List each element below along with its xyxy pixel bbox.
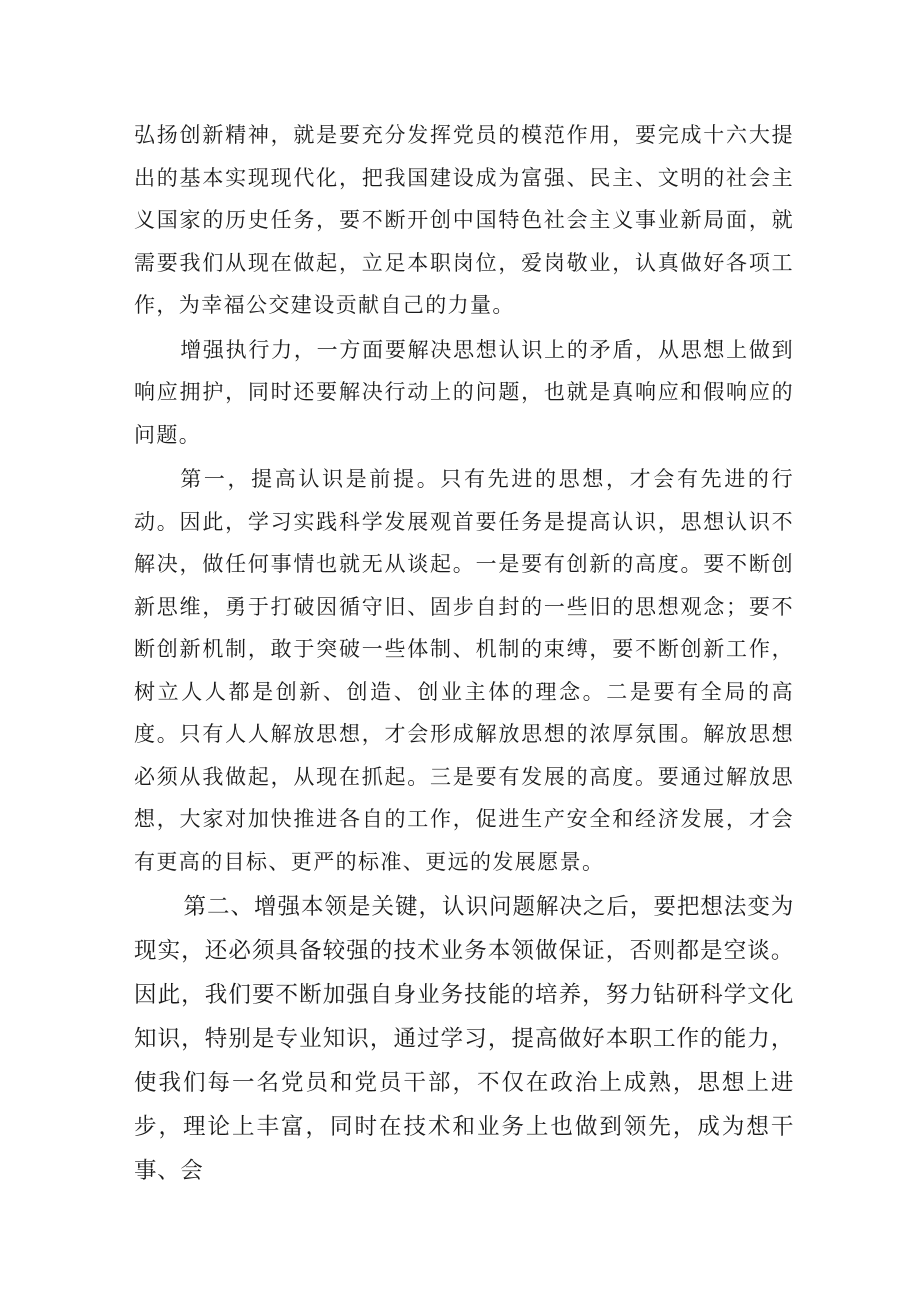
paragraph-3: 第一，提高认识是前提。只有先进的思想，才会有先进的行动。因此，学习实践科学发展观首要任务是提高认识，思想认识不解决，做任何事情也就无从谈起。一是要有创新的高度。要不断创新思维，勇于打破因循守旧、固步自封的一些旧的思想观念；要不断创新机制，敢于突破一些体制、机制的束缚，要不断创新工作，树立人人都是创新、创造、创业主体的理念。二是要有全局的高度。只有人人解放思想，才会形成解放思想的浓厚氛围。解放思想必须从我做起，从现在抓起。三是要有发展的高度。要通过解放思想，大家对加快推进各自的工作，促进生产安全和经济发展，才会有更高的目标、更严的标准、更远的发展愿景。 [134,467,794,874]
paragraph-1: 弘扬创新精神，就是要充分发挥党员的模范作用，要完成十六大提出的基本实现现代化，把我国建设成为富强、民主、文明的社会主义国家的历史任务，要不断开创中国特色社会主义事业新局面，就需要我们从现在做起，立足本职岗位，爱岗敬业，认真做好各项工作，为幸福公交建设贡献自己的力量。 [134,123,794,317]
document-body [134,114,794,1193]
paragraph-2: 增强执行力，一方面要解决思想认识上的矛盾，从思想上做到响应拥护，同时还要解决行动上的问题，也就是真响应和假响应的问题。 [134,337,794,447]
paragraph-4: 第二、增强本领是关键，认识问题解决之后，要把想法变为现实，还必须具备较强的技术业务本领做保证，否则都是空谈。因此，我们要不断加强自身业务技能的培养，努力钻研科学文化知识，特别是专业知识，通过学习，提高做好本职工作的能力，使我们每一名党员和党员干部，不仅在政治上成熟，思想上进步，理论上丰富，同时在技术和业务上也做到领先，成为想干事、会 [134,894,794,1184]
